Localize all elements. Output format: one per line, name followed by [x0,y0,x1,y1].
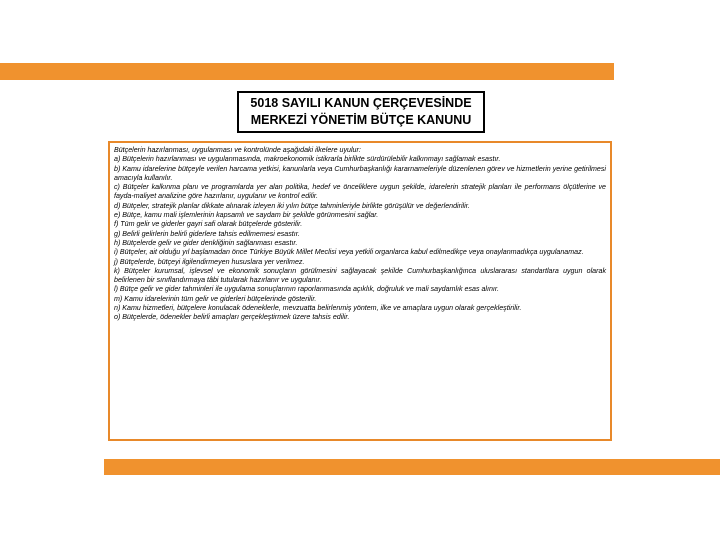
principle-item-d: d) Bütçeler, stratejik planlar dikkate alınarak izleyen iki yılın bütçe tahminleriyle birlikte görüşülür ve değerlendirilir. [114,201,470,210]
principle-item-j: j) Bütçelerde, bütçeyi ilgilendirmeyen hususlara yer verilmez. [114,257,305,266]
principle-item-m: m) Kamu idarelerinin tüm gelir ve giderleri bütçelerinde gösterilir. [114,294,317,303]
top-accent-bar [0,63,614,80]
principle-item-f: f) Tüm gelir ve giderler gayri safi olarak bütçelerde gösterilir. [114,220,303,229]
principle-item-n: n) Kamu hizmetleri, bütçelere konulacak ödeneklerle, mevzuatta belirlenmiş yöntem, ilke ve amaçlara uygun olarak gerçekleştirilir. [114,304,522,313]
title-line-1: 5018 SAYILI KANUN ÇERÇEVESİNDE [250,96,472,110]
principle-item-e: e) Bütçe, kamu mali işlemlerinin kapsamlı ve saydam bir şekilde görünmesini sağlar. [114,211,379,220]
principle-item-a: a) Bütçelerin hazırlanması ve uygulanmasında, makroekonomik istikrarla birlikte sürdürülebilir kalkınmayı sağlamak esastır. [114,155,501,164]
intro-text: Bütçelerin hazırlanması, uygulanması ve kontrolünde aşağıdaki ilkelere uyulur: [114,146,361,154]
principle-item-g: g) Belirli gelirlerin belirli giderlere tahsis edilmemesi esastır. [114,229,300,238]
principles-text-box [108,141,612,441]
principle-item-o: o) Bütçelerde, ödenekler belirli amaçları gerçekleştirmek üzere tahsis edilir. [114,313,350,322]
title-box [237,91,485,133]
principle-item-h: h) Bütçelerde gelir ve gider denkliğinin sağlanması esastır. [114,238,298,247]
bottom-accent-bar [104,459,720,475]
principle-item-c: c) Bütçeler kalkınma planı ve programlarda yer alan politika, hedef ve önceliklere uygun şekilde, idarelerin stratejik planları ile performans ölçütlerine ve fayda-maliyet analizine göre hazırlanır, uygulanır ve kontrol edilir. [114,183,606,201]
principle-item-l: l) Bütçe gelir ve gider tahminleri ile uygulama sonuçlarının raporlanmasında açıklık, doğruluk ve mali saydamlık esas alınır. [114,285,499,294]
principle-item-i: i) Bütçeler, ait olduğu yıl başlamadan önce Türkiye Büyük Millet Meclisi veya yetkili organlarca kabul edilmedikçe veya onaylanmadıkça uygulanamaz. [114,248,584,257]
principle-item-b: b) Kamu idarelerine bütçeyle verilen harcama yetkisi, kanunlarla veya Cumhurbaşkanlığı kararnameleriyle düzenlenen görev ve hizmetlerin yerine getirilmesi amacıyla kullanılır. [114,164,606,182]
principle-item-k: k) Bütçeler kurumsal, işlevsel ve ekonomik sonuçların görülmesini sağlayacak şekilde Cumhurbaşkanlığınca uluslararası standartlara uygun olarak belirlenen bir sınıflandırmaya tâbi tutularak hazırlanır ve uygulanır. [114,266,606,285]
title-line-2: MERKEZİ YÖNETİM BÜTÇE KANUNU [250,113,472,127]
